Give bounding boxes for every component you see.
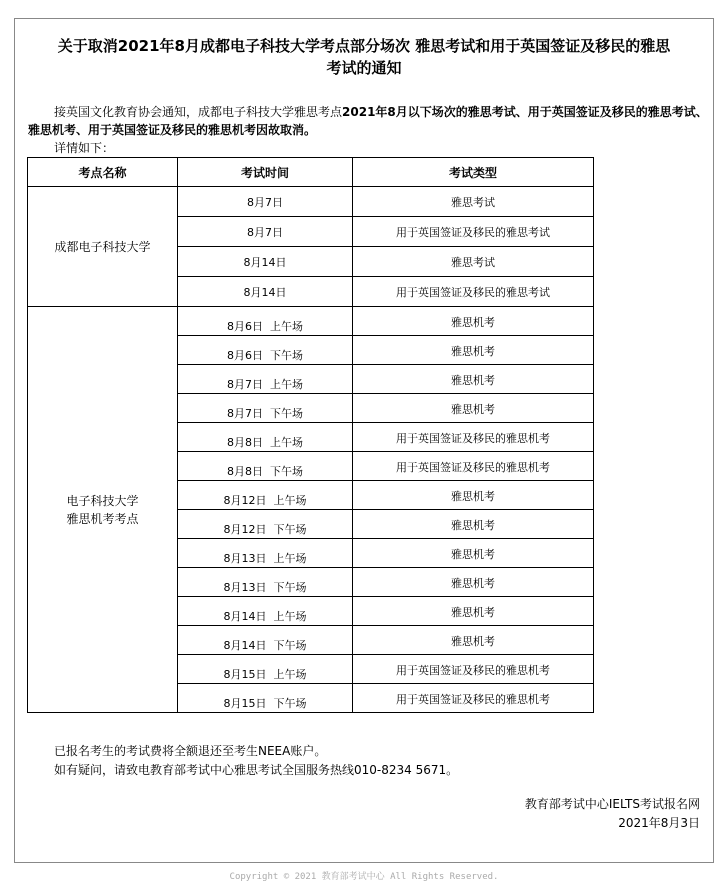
exam-type-cell: 雅思机考 <box>353 626 594 655</box>
venue-name-line: 成都电子科技大学 <box>54 239 151 254</box>
venue-name-line: 雅思机考考点 <box>66 511 139 526</box>
exam-time-cell: 8月7日 <box>178 217 353 247</box>
refund-note: 已报名考生的考试费将全额退还至考生NEEA账户。 <box>54 744 327 758</box>
intro-prefix: 接英国文化教育协会通知，成都电子科技大学雅思考点 <box>54 105 343 119</box>
title-line-2: 考试的通知 <box>326 59 402 77</box>
exam-time-cell: 8月14日 <box>178 247 353 277</box>
venue-cell <box>28 187 178 307</box>
exam-type-cell: 雅思机考 <box>353 510 594 539</box>
signature-date: 2021年8月3日 <box>618 816 700 830</box>
exam-type-cell: 雅思机考 <box>353 539 594 568</box>
exam-time-cell: 8月14日 <box>178 277 353 307</box>
exam-time-cell: 8月12日 下午场 <box>178 510 353 539</box>
exam-type-cell: 雅思机考 <box>353 481 594 510</box>
exam-type-cell: 用于英国签证及移民的雅思机考 <box>353 655 594 684</box>
table-body <box>28 187 594 713</box>
exam-time-cell: 8月12日 上午场 <box>178 481 353 510</box>
signature-block <box>525 795 700 833</box>
exam-time-cell: 8月14日 下午场 <box>178 626 353 655</box>
table-row <box>28 187 594 217</box>
notice-title <box>20 35 708 79</box>
hotline-note: 如有疑问，请致电教育部考试中心雅思考试全国服务热线010-8234 5671。 <box>54 763 459 777</box>
exam-type-cell: 雅思考试 <box>353 187 594 217</box>
exam-type-cell: 雅思机考 <box>353 568 594 597</box>
exam-time-cell: 8月15日 下午场 <box>178 684 353 713</box>
exam-type-cell: 用于英国签证及移民的雅思机考 <box>353 452 594 481</box>
table-header-row <box>28 158 594 187</box>
exam-type-cell: 用于英国签证及移民的雅思机考 <box>353 423 594 452</box>
exam-type-cell: 雅思机考 <box>353 597 594 626</box>
exam-time-cell: 8月7日 下午场 <box>178 394 353 423</box>
exam-type-cell: 雅思机考 <box>353 336 594 365</box>
table-row <box>28 307 594 336</box>
header-time: 考试时间 <box>178 158 353 187</box>
exam-time-cell: 8月15日 上午场 <box>178 655 353 684</box>
copyright-notice: Copyright © 2021 教育部考试中心 All Rights Reserved. <box>229 872 499 882</box>
intro-cancel-statement: 2021年8月以下场次的雅思考试、用于英国签证及移民的雅思考试、雅思机考、用于英国签证及移民的雅思机考因故取消。 <box>28 105 708 137</box>
header-type: 考试类型 <box>353 158 594 187</box>
footer-notes <box>54 742 458 780</box>
exam-time-cell: 8月6日 下午场 <box>178 336 353 365</box>
exam-time-cell: 8月7日 <box>178 187 353 217</box>
title-line-1: 关于取消2021年8月成都电子科技大学考点部分场次 雅思考试和用于英国签证及移民的雅思 <box>57 37 671 55</box>
exam-type-cell: 雅思机考 <box>353 394 594 423</box>
exam-type-cell: 用于英国签证及移民的雅思考试 <box>353 217 594 247</box>
exam-time-cell: 8月13日 上午场 <box>178 539 353 568</box>
cancelled-schedule-table <box>27 157 594 713</box>
venue-name-line: 电子科技大学 <box>66 493 139 508</box>
exam-time-cell: 8月8日 上午场 <box>178 423 353 452</box>
signature-org: 教育部考试中心IELTS考试报名网 <box>524 797 700 811</box>
intro-paragraph <box>28 103 708 139</box>
exam-type-cell: 雅思考试 <box>353 247 594 277</box>
exam-time-cell: 8月8日 下午场 <box>178 452 353 481</box>
exam-type-cell: 雅思机考 <box>353 365 594 394</box>
exam-time-cell: 8月6日 上午场 <box>178 307 353 336</box>
exam-time-cell: 8月14日 上午场 <box>178 597 353 626</box>
detail-label: 详情如下： <box>54 141 115 155</box>
venue-cell <box>28 307 178 713</box>
exam-time-cell: 8月13日 下午场 <box>178 568 353 597</box>
exam-type-cell: 用于英国签证及移民的雅思考试 <box>353 277 594 307</box>
exam-type-cell: 雅思机考 <box>353 307 594 336</box>
exam-type-cell: 用于英国签证及移民的雅思机考 <box>353 684 594 713</box>
header-venue: 考点名称 <box>28 158 178 187</box>
exam-time-cell: 8月7日 上午场 <box>178 365 353 394</box>
